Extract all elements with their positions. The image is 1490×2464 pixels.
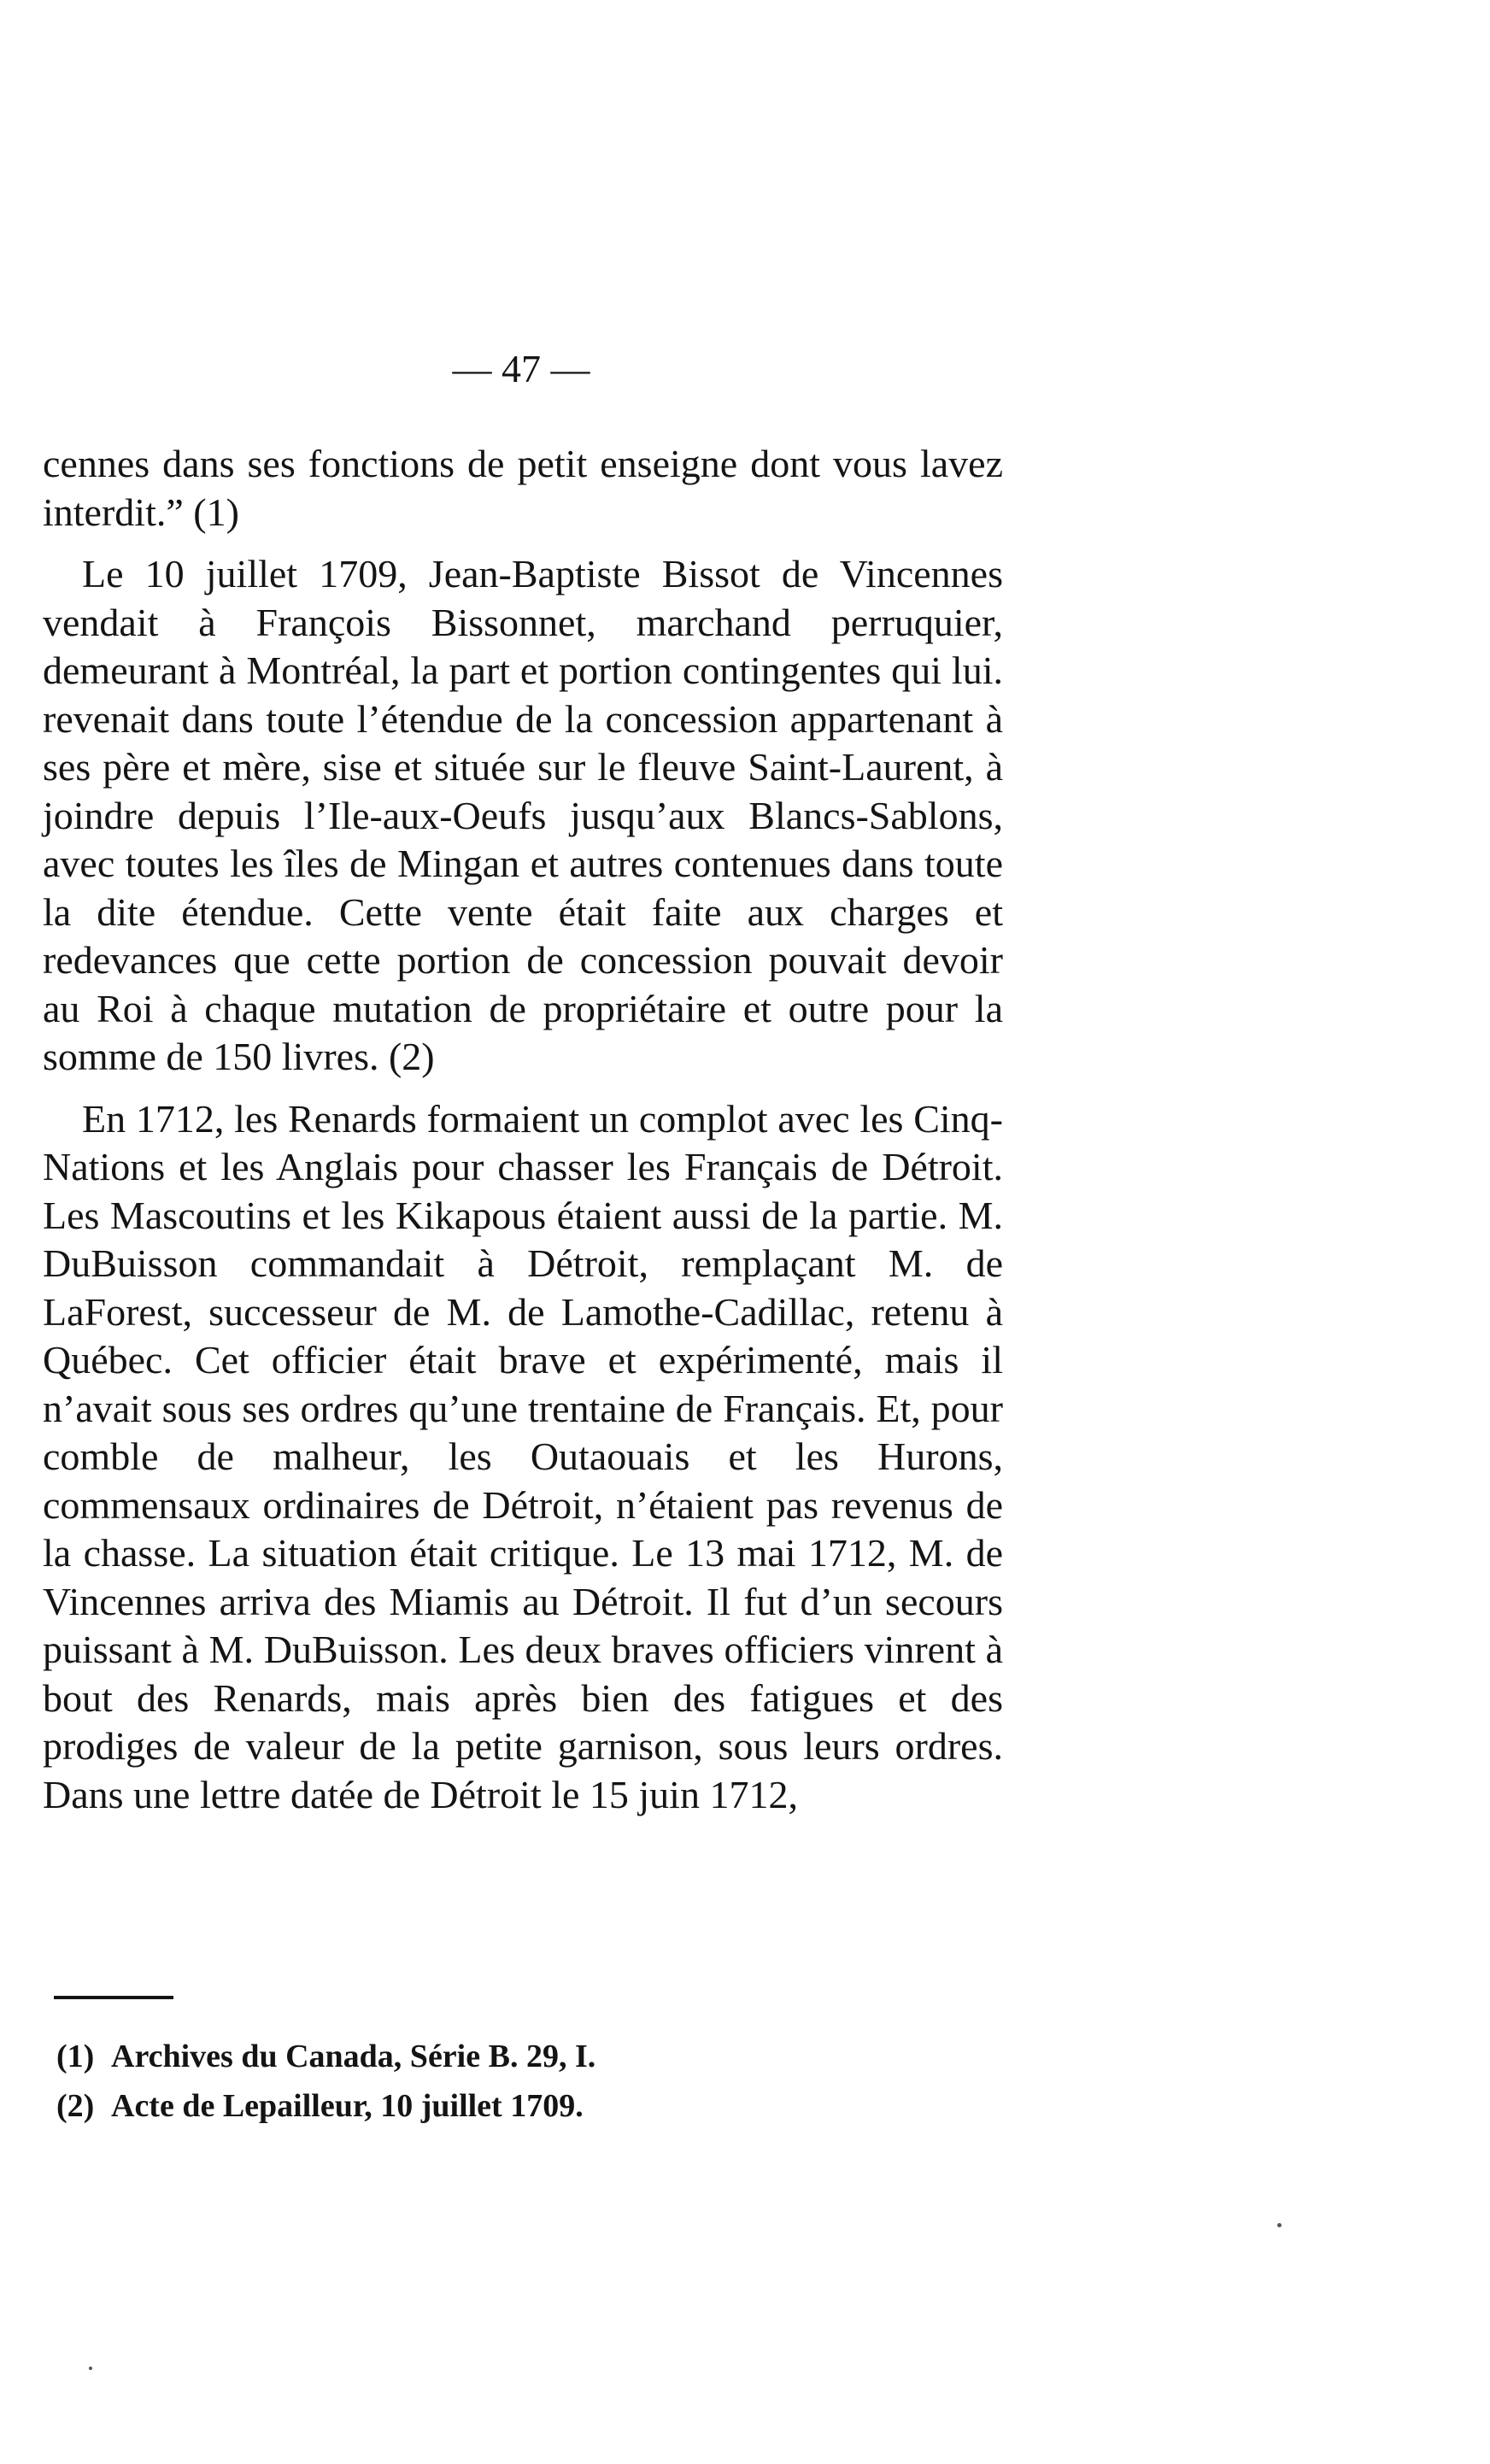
paragraph-sale-1709: Le 10 juillet 1709, Jean-Baptiste Bissot de Vincennes vendait à François Bissonnet, marchand perruquier, demeurant à Montréal, la part et portion contingentes qui lui. revenait dans toute l’étendue de la concession appartenant à ses père et mère, sise et située sur le fleuve Saint-Laurent, à joindre depuis l’Ile-aux-Oeufs jusqu’aux Blancs-Sablons, avec toutes les îles de Mingan et autres contenues dans toute la dite étendue. Cette vente était faite aux charges et redevances que cette portion de concession pouvait devoir au Roi à chaque mutation de propriétaire et outre pour la somme de 150 livres. (2): [43, 552, 1003, 1078]
scan-speck: [1277, 2223, 1282, 2227]
paragraph-continuation: cennes dans ses fonctions de petit enseigne dont vous lavez interdit.” (1): [43, 442, 1003, 534]
footnote: [56, 2032, 996, 2081]
body-text: [43, 440, 1003, 1819]
footnote-divider: [54, 1996, 173, 1999]
footnote-text: Archives du Canada, Série B. 29, I.: [111, 2039, 596, 2074]
footnote-text: Acte de Lepailleur, 10 juillet 1709.: [111, 2088, 584, 2124]
footnote-mark: (2): [56, 2088, 95, 2124]
footnotes: [56, 2032, 996, 2131]
scan-speck: [89, 2367, 92, 2370]
footnote: [56, 2081, 996, 2131]
page-number: — 47 —: [452, 347, 590, 390]
footnote-mark: (1): [56, 2039, 95, 2074]
paragraph-renards-1712: En 1712, les Renards formaient un complot avec les Cinq-Nations et les Anglais pour chasser les Français de Détroit. Les Mascoutins et les Kikapous étaient aussi de la partie. M. DuBuisson commandait à Détroit, remplaçant M. de LaForest, successeur de M. de Lamothe-Cadillac, retenu à Québec. Cet officier était brave et expérimenté, mais il n’avait sous ses ordres qu’une trentaine de Français. Et, pour comble de malheur, les Outaouais et les Hurons, commensaux ordinaires de Détroit, n’étaient pas revenus de la chasse. La situation était critique. Le 13 mai 1712, M. de Vincennes arriva des Miamis au Détroit. Il fut d’un secours puissant à M. DuBuisson. Les deux braves officiers vinrent à bout des Renards, mais après bien des fatigues et des prodiges de valeur de la petite garnison, sous leurs ordres. Dans une lettre datée de Détroit le 15 juin 1712,: [43, 1096, 1003, 1816]
